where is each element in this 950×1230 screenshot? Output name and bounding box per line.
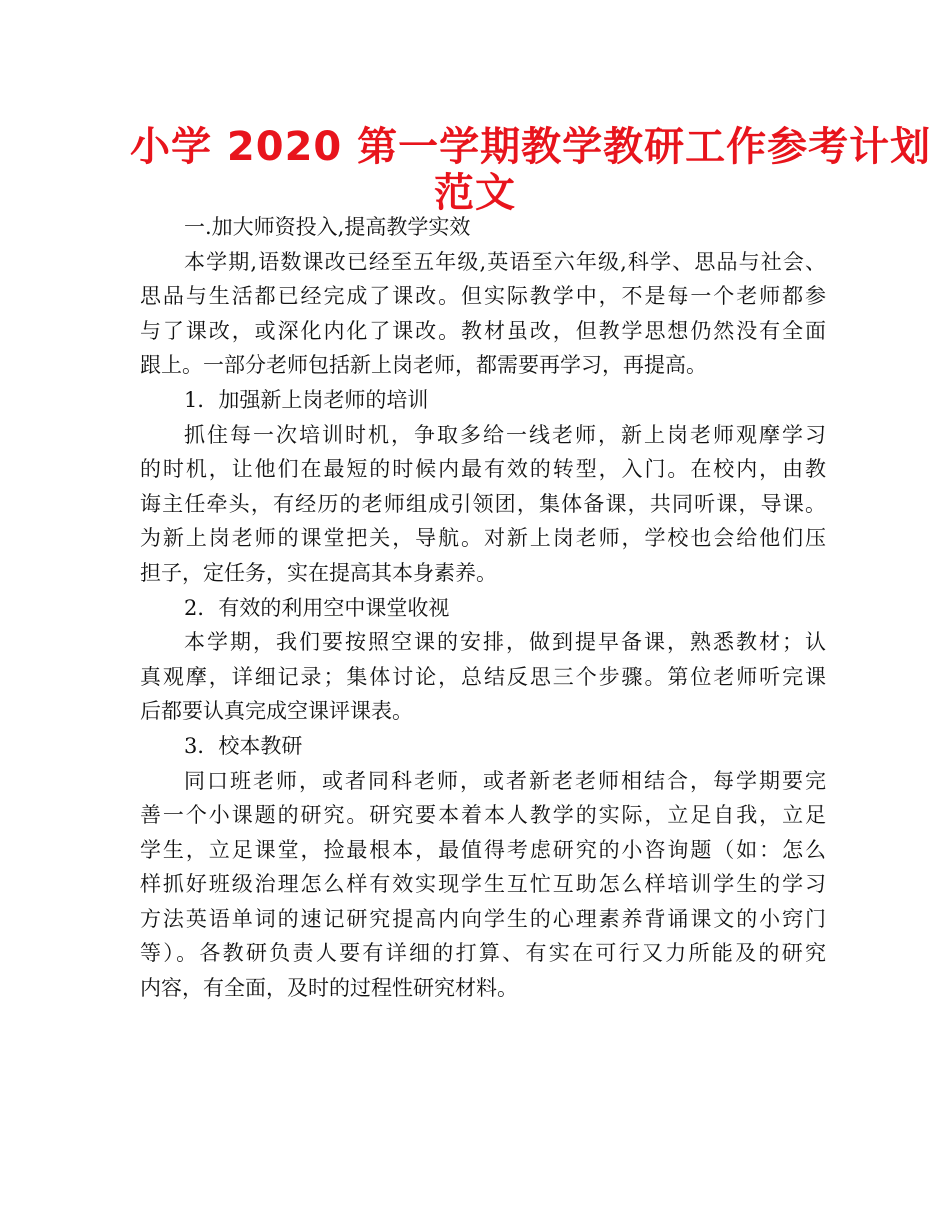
paragraph-line: 内容，有全面，及时的过程性研究材料。 [140,976,518,1001]
paragraph-line: 善一个小课题的研究。研究要本着本人教学的实际，立足自我，立足 [140,803,826,828]
paragraph-line: 担子，定任务，实在提高其本身素养。 [140,560,497,585]
paragraph-line: 方法英语单词的速记研究提高内向学生的心理素养背诵课文的小窍门 [140,906,826,931]
paragraph-line: 同口班老师，或者同科老师，或者新老老师相结合，每学期要完 [184,768,826,793]
section-heading: 一.加大师资投入,提高教学实效 [184,215,471,239]
subsection-heading: 3．校本教研 [184,733,303,758]
subsection-heading: 1．加强新上岗老师的培训 [184,387,429,412]
paragraph-line: 为新上岗老师的课堂把关，导航。对新上岗老师，学校也会给他们压 [140,526,826,551]
paragraph-line: 等）。各教研负责人要有详细的打算、有实在可行又力所能及的研究 [140,941,826,966]
paragraph-line: 的时机，让他们在最短的时候内最有效的转型，入门。在校内，由教 [140,457,826,482]
subsection-heading: 2．有效的利用空中课堂收视 [184,595,450,620]
paragraph-line: 学生，立足课堂，捡最根本，最值得考虑研究的小咨询题（如：怎么 [140,837,826,862]
paragraph-line: 本学期，我们要按照空课的安排，做到提早备课，熟悉教材；认 [184,630,826,655]
paragraph-line: 思品与生活都已经完成了课改。但实际教学中，不是每一个老师都参 [140,284,826,309]
document-title-line-2: 范文 [434,170,516,216]
document-title-line-1: 小学 2020 第一学期教学教研工作参考计划 [130,124,932,170]
paragraph-line: 后都要认真完成空课评课表。 [140,699,413,724]
document-body [140,210,826,1006]
paragraph-line: 跟上。一部分老师包括新上岗老师，都需要再学习，再提高。 [140,353,707,378]
paragraph-line: 样抓好班级治理怎么样有效实现学生互忙互助怎么样培训学生的学习 [140,872,826,897]
paragraph-line: 诲主任牵头，有经历的老师组成引领团，集体备课，共同听课，导课。 [140,491,826,516]
paragraph-line: 抓住每一次培训时机，争取多给一线老师，新上岗老师观摩学习 [184,422,826,447]
paragraph-line: 真观摩，详细记录；集体讨论，总结反思三个步骤。第位老师听完课 [140,664,826,689]
paragraph-line: 与了课改，或深化内化了课改。教材虽改，但教学思想仍然没有全面 [140,318,826,343]
paragraph-line: 本学期,语数课改已经至五年级,英语至六年级,科学、思品与社会、 [184,249,826,274]
